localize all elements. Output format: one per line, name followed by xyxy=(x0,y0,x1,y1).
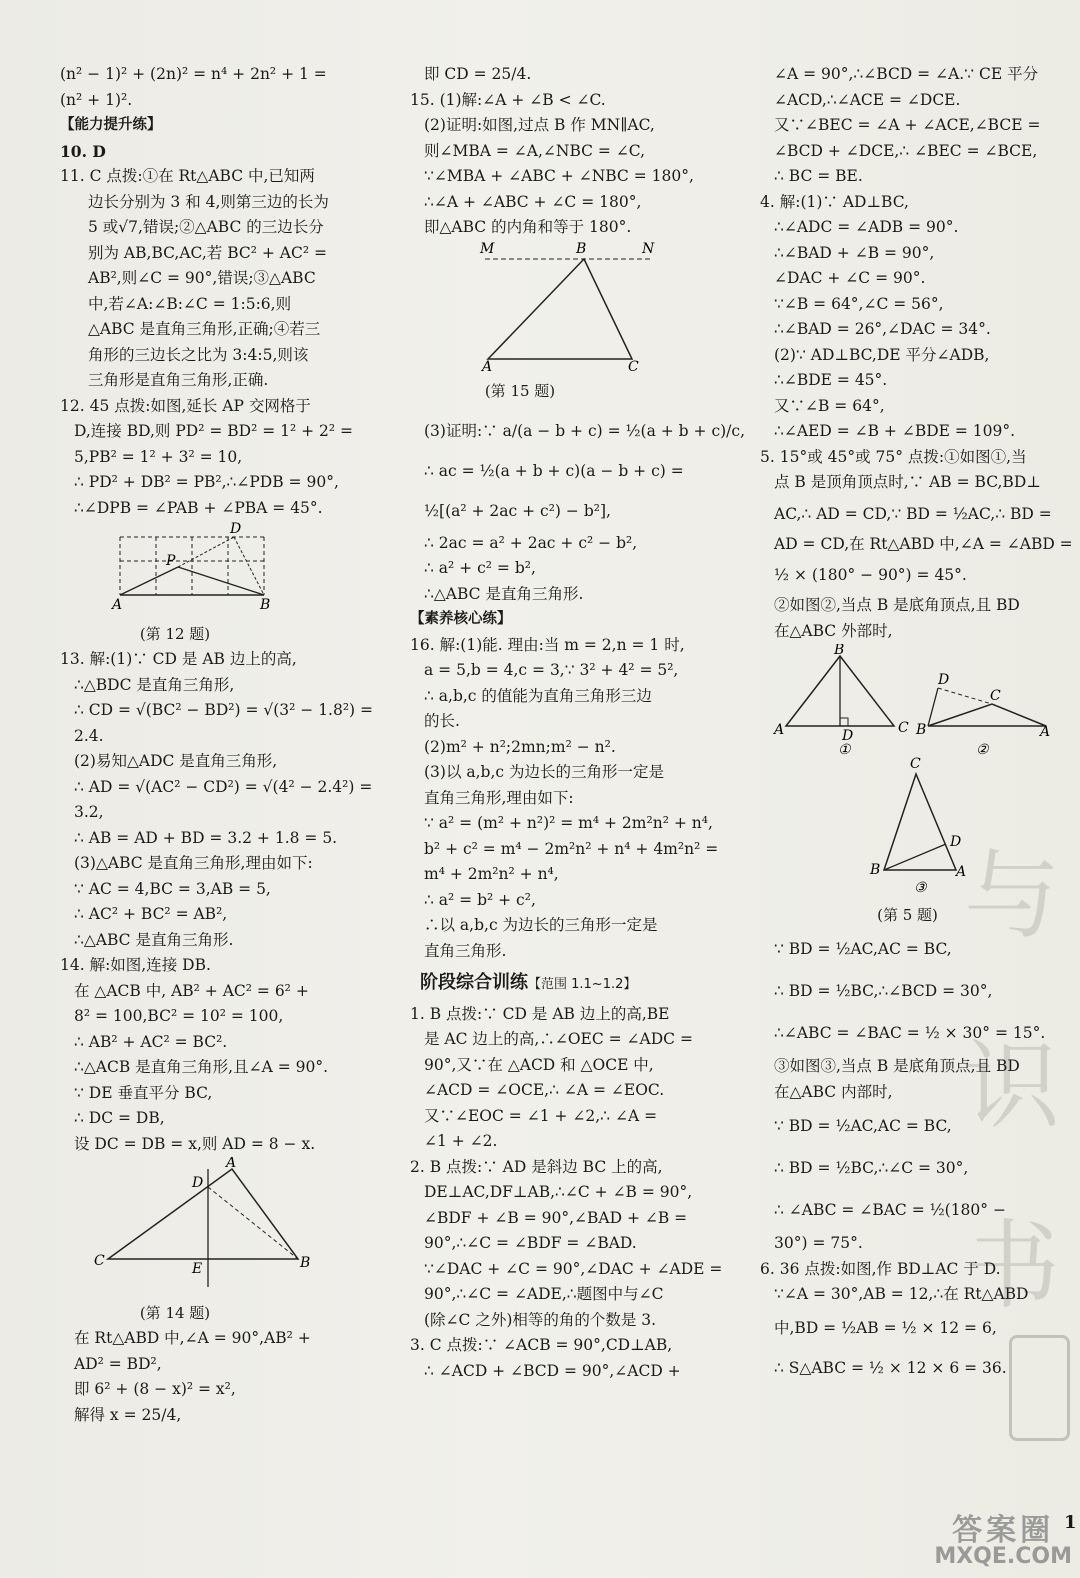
figure-14 xyxy=(80,1157,340,1292)
text-line: ∴ S△ABC = ½ × 12 × 6 = 36. xyxy=(774,1358,1007,1377)
text-line: (2)m² + n²;2mn;m² − n². xyxy=(424,737,616,756)
text-line: 90°,∴∠C = ∠BDF = ∠BAD. xyxy=(424,1234,637,1252)
answer-10: 10. D xyxy=(60,141,106,161)
text-line: ½[(a² + 2ac + c²) − b²], xyxy=(424,501,611,520)
text-line: ∵ BD = ½AC,AC = BC, xyxy=(774,940,952,958)
text-line: 8² = 100,BC² = 10² = 100, xyxy=(74,1007,284,1025)
text-line: ∴ ∠ABC = ∠BAC = ½(180° − xyxy=(774,1201,1006,1219)
text-line: ∴ 2ac = a² + 2ac + c² − b², xyxy=(424,533,638,552)
text-line: ∴ AC² + BC² = AB², xyxy=(74,905,228,923)
background-char: 与 xyxy=(964,840,1060,952)
text-line: △ABC 是直角三角形,正确;④若三 xyxy=(88,320,321,338)
text-line: 边长分别为 3 和 4,则第三边的长为 xyxy=(88,192,329,211)
figure-label: ② xyxy=(976,742,989,758)
svg-text:A: A xyxy=(482,358,493,371)
text-line: (2)易知△ADC 是直角三角形, xyxy=(74,752,278,770)
stage-answer-5 xyxy=(760,445,1073,645)
figure-15 xyxy=(420,241,680,371)
text-line: D,连接 BD,则 PD² = BD² = 1² + 2² = xyxy=(74,422,354,440)
text-line: 则∠MBA = ∠A,∠NBC = ∠C, xyxy=(424,141,646,160)
answer-12 xyxy=(60,394,354,522)
text-line: ∠ACD,∴∠ACE = ∠DCE. xyxy=(774,90,961,109)
text-line: ∴ CD = √(BC² − BD²) = √(3² − 1.8²) = xyxy=(74,701,374,719)
text-line: 90°,又∵在 △ACD 和 △OCE 中, xyxy=(424,1055,654,1074)
text-line: ③如图③,当点 B 是底角顶点,且 BD xyxy=(774,1057,1020,1075)
text-line: 6. 36 点拨:如图,作 BD⊥AC 于 D. xyxy=(760,1259,1001,1278)
figure-label: ③ xyxy=(914,880,927,894)
text-line: 中,BD = ½AB = ½ × 12 = 6, xyxy=(774,1318,997,1337)
text-line: 2.4. xyxy=(74,726,104,745)
text-line: (2)∵ AD⊥BC,DE 平分∠ADB, xyxy=(774,345,990,364)
text-line: ∵∠MBA + ∠ABC + ∠NBC = 180°, xyxy=(424,167,694,185)
text-line: ∴∠ADC = ∠ADB = 90°. xyxy=(774,218,959,236)
text-line: 14. 解:如图,连接 DB. xyxy=(60,956,211,974)
text-line: 的长. xyxy=(424,712,460,730)
answer-15-3 xyxy=(410,411,746,608)
text-line: ∵ AC = 4,BC = 3,AB = 5, xyxy=(74,879,271,898)
text-line: ∴∠BAD + ∠B = 90°, xyxy=(774,243,935,262)
stage-section-title xyxy=(420,970,700,998)
text-line: ∴∠DPB = ∠PAB + ∠PBA = 45°. xyxy=(74,498,323,517)
svg-text:A: A xyxy=(956,864,967,880)
svg-text:C: C xyxy=(990,688,1001,704)
text-line: 在△ABC 外部时, xyxy=(774,621,893,640)
svg-text:P: P xyxy=(166,553,176,569)
text-line: 别为 AB,BC,AC,若 BC² + AC² = xyxy=(88,243,327,262)
text-line: 角形的三边长之比为 3:4:5,则该 xyxy=(88,345,309,364)
svg-text:B: B xyxy=(870,862,881,878)
stage-range: 【范围 1.1~1.2】 xyxy=(528,977,637,992)
svg-text:C: C xyxy=(910,756,921,772)
text-line: ∴ DC = DB, xyxy=(74,1109,165,1127)
text-line: ②如图②,当点 B 是底角顶点,且 BD xyxy=(774,596,1020,614)
svg-text:E: E xyxy=(192,1261,203,1277)
text-line: 12. 45 点拨:如图,延长 AP 交网格于 xyxy=(60,396,311,415)
answer-14-cont xyxy=(60,1326,350,1428)
text-line: ∴△ABC 是直角三角形. xyxy=(424,584,584,603)
text-line: ∴ a² + c² = b², xyxy=(424,559,536,577)
text-line: ∵ BD = ½AC,AC = BC, xyxy=(774,1117,952,1135)
text-line: ∠DAC + ∠C = 90°. xyxy=(774,269,926,287)
column-1 xyxy=(60,62,374,1428)
figure-caption: (第 5 题) xyxy=(877,905,938,924)
answer-11 xyxy=(60,164,350,394)
svg-text:A: A xyxy=(226,1157,237,1171)
svg-text:B: B xyxy=(300,1255,311,1271)
text-line: ∴ a,b,c 的值能为直角三角形三边 xyxy=(424,686,652,705)
text-line: 16. 解:(1)能. 理由:当 m = 2,n = 1 时, xyxy=(410,635,685,654)
stage-title: 阶段综合训练 xyxy=(420,972,528,993)
text-line: AC,∴ AD = CD,∵ BD = ½AC,∴ BD = xyxy=(774,504,1052,523)
text-line: 30°) = 75°. xyxy=(774,1234,863,1252)
svg-text:A: A xyxy=(774,722,785,738)
text-line: 直角三角形,理由如下: xyxy=(424,788,574,807)
svg-text:C: C xyxy=(898,720,909,736)
text-line: ∵ DE 垂直平分 BC, xyxy=(74,1083,213,1102)
figure-12 xyxy=(110,521,290,613)
text-line: b² + c² = m⁴ − 2m²n² + n⁴ + 4m²n² = xyxy=(424,839,719,858)
text-line: 在 Rt△ABD 中,∠A = 90°,AB² + xyxy=(74,1329,311,1347)
page-number: 1 xyxy=(1064,1512,1077,1533)
column-2 xyxy=(410,62,746,1384)
text-line: 在 △ACB 中, AB² + AC² = 6² + xyxy=(74,981,309,1000)
text-line: ∴ BD = ½BC,∴∠C = 30°, xyxy=(774,1159,969,1177)
answer-16 xyxy=(410,633,719,965)
text-line: 又∵∠BEC = ∠A + ∠ACE,∠BCE = xyxy=(774,116,1041,134)
text-line: (除∠C 之外)相等的角的个数是 3. xyxy=(424,1310,657,1329)
text-line: DE⊥AC,DF⊥AB,∴∠C + ∠B = 90°, xyxy=(424,1183,693,1201)
text-line: 在△ABC 内部时, xyxy=(774,1082,893,1101)
figure-label: ① xyxy=(838,742,851,758)
text-line: ∴ BC = BE. xyxy=(774,167,863,185)
svg-text:D: D xyxy=(842,728,854,744)
stage-answer-3-cont xyxy=(760,62,1055,190)
watermark-logo xyxy=(934,1513,1072,1570)
text-line: ∠BCD + ∠DCE,∴ ∠BEC = ∠BCE, xyxy=(774,141,1038,160)
stage-answer-3 xyxy=(410,1333,700,1384)
svg-text:D: D xyxy=(230,521,242,537)
text-line: (n² − 1)² + (2n)² = n⁴ + 2n² + 1 = xyxy=(60,65,327,83)
text-line: ∴△ABC 是直角三角形. xyxy=(74,930,234,949)
text-line: ∠BDF + ∠B = 90°,∠BAD + ∠B = xyxy=(424,1208,688,1227)
text-line: 3. C 点拨:∵ ∠ACB = 90°,CD⊥AB, xyxy=(410,1336,673,1354)
text-line: 解得 x = 25/4, xyxy=(74,1405,182,1424)
text-line: ∴∠BAD = 26°,∠DAC = 34°. xyxy=(774,320,991,338)
text-line: 15. (1)解:∠A + ∠B < ∠C. xyxy=(410,90,606,109)
text-line: ∵∠A = 30°,AB = 12,∴在 Rt△ABD xyxy=(774,1285,1029,1303)
text-line: (3)证明:∵ a/(a − b + c) = ½(a + b + c)/c, xyxy=(424,421,746,440)
svg-text:A: A xyxy=(1040,724,1050,740)
text-line: 13. 解:(1)∵ CD 是 AB 边上的高, xyxy=(60,650,297,668)
text-line: (n² + 1)². xyxy=(60,90,133,109)
text-line: 设 DC = DB = x,则 AD = 8 − x. xyxy=(74,1134,316,1153)
text-line: 即 CD = 25/4. xyxy=(424,65,532,83)
text-line: 中,若∠A:∠B:∠C = 1:5:6,则 xyxy=(88,294,292,313)
watermark-url: MXQE.COM xyxy=(934,1544,1072,1569)
svg-text:B: B xyxy=(916,722,927,738)
text-line: 5. 15°或 45°或 75° 点拨:①如图①,当 xyxy=(760,447,1027,466)
text-line: 是 AC 边上的高,∴∠OEC = ∠ADC = xyxy=(424,1030,693,1048)
text-line: 90°,∴∠C = ∠ADE,∴题图中与∠C xyxy=(424,1285,664,1303)
text-line: 5,PB² = 1² + 3² = 10, xyxy=(74,447,243,466)
watermark-text: 答案圈 xyxy=(952,1513,1055,1548)
svg-text:B: B xyxy=(260,597,271,613)
figure-caption: (第 15 题) xyxy=(484,382,556,400)
section-heading: 【能力提升练】 xyxy=(60,117,162,133)
text-line: ∴△ACB 是直角三角形,且∠A = 90°. xyxy=(74,1058,329,1076)
text-line: ½ × (180° − 90°) = 45°. xyxy=(774,566,967,584)
text-line: ∴∠BDE = 45°. xyxy=(774,371,888,389)
svg-text:B: B xyxy=(576,240,587,257)
background-char: 识 xyxy=(964,1030,1060,1142)
text-line: 2. B 点拨:∵ AD 是斜边 BC 上的高, xyxy=(410,1157,663,1176)
stage-answer-1 xyxy=(410,1002,700,1155)
text-line: ∴ ac = ½(a + b + c)(a − b + c) = xyxy=(424,461,684,480)
text-line: 即 6² + (8 − x)² = x², xyxy=(74,1380,236,1398)
text-line: AD² = BD², xyxy=(74,1354,162,1373)
svg-text:D: D xyxy=(950,834,962,850)
text-line: ∴∠AED = ∠B + ∠BDE = 109°. xyxy=(774,422,1016,440)
svg-text:M: M xyxy=(480,240,495,257)
text-line: ∴ PD² + DB² = PB²,∴∠PDB = 90°, xyxy=(74,473,339,491)
text-line: ∴以 a,b,c 为边长的三角形一定是 xyxy=(424,916,658,934)
text-line: (3)△ABC 是直角三角形,理由如下: xyxy=(74,854,313,872)
text-line: ∴∠A + ∠ABC + ∠C = 180°, xyxy=(424,192,642,211)
text-line: AB²,则∠C = 90°,错误;③△ABC xyxy=(88,269,316,287)
figure-caption: (第 14 题) xyxy=(139,1303,211,1322)
text-line: 1. B 点拨:∵ CD 是 AB 边上的高,BE xyxy=(410,1004,670,1023)
text-line: ∴ AB² + AC² = BC². xyxy=(74,1032,228,1051)
text-line: m⁴ + 2m²n² + n⁴, xyxy=(424,865,559,883)
text-line: (2)证明:如图,过点 B 作 MN∥AC, xyxy=(424,116,655,134)
svg-text:A: A xyxy=(112,597,123,613)
text-line: 又∵∠EOC = ∠1 + ∠2,∴ ∠A = xyxy=(424,1106,658,1125)
figure-5 xyxy=(760,644,1050,894)
text-line: ∠1 + ∠2. xyxy=(424,1132,498,1150)
text-line: 又∵∠B = 64°, xyxy=(774,396,885,415)
text-line: 11. C 点拨:①在 Rt△ABC 中,已知两 xyxy=(60,167,315,185)
text-line: ∴ AB = AD + BD = 3.2 + 1.8 = 5. xyxy=(74,828,338,847)
answer-13 xyxy=(60,647,374,953)
text-line: AD = CD,在 Rt△ABD 中,∠A = ∠ABD = xyxy=(774,534,1073,553)
text-line: 4. 解:(1)∵ AD⊥BC, xyxy=(760,192,909,211)
column-3 xyxy=(760,62,1073,1388)
stage-answer-2 xyxy=(410,1155,723,1334)
text-line: (3)以 a,b,c 为边长的三角形一定是 xyxy=(424,763,665,781)
text-line: ∠ACD = ∠OCE,∴ ∠A = ∠EOC. xyxy=(424,1081,665,1099)
text-line: 三角形是直角三角形,正确. xyxy=(88,371,269,389)
text-line: ∴△BDC 是直角三角形, xyxy=(74,675,235,694)
text-line: 点 B 是顶角顶点时,∵ AB = BC,BD⊥ xyxy=(774,473,1041,491)
text-line: 5 或√7,错误;②△ABC 的三边长分 xyxy=(88,218,324,236)
stage-answer-5-cont xyxy=(760,928,1055,1257)
text-line: ∴ AD = √(AC² − CD²) = √(4² − 2.4²) = xyxy=(74,777,373,796)
text-line: ∵∠DAC + ∠C = 90°,∠DAC + ∠ADE = xyxy=(424,1259,723,1278)
figure-caption: (第 12 题) xyxy=(139,624,211,643)
text-line: 即△ABC 的内角和等于 180°. xyxy=(424,218,632,236)
text-line: ∵ a² = (m² + n²)² = m⁴ + 2m²n² + n⁴, xyxy=(424,814,713,832)
stage-answer-6 xyxy=(760,1257,1055,1388)
text-line: ∴ BD = ½BC,∴∠BCD = 30°, xyxy=(774,982,993,1000)
answer-15 xyxy=(410,88,700,241)
svg-text:B: B xyxy=(834,644,845,658)
svg-text:D: D xyxy=(192,1175,204,1191)
svg-text:C: C xyxy=(94,1253,105,1269)
svg-text:D: D xyxy=(938,672,950,688)
text-line: 3.2, xyxy=(74,803,104,821)
section-heading: 【素养核心练】 xyxy=(410,611,512,627)
text-line: ∠A = 90°,∴∠BCD = ∠A.∵ CE 平分 xyxy=(774,65,1039,83)
text-line: ∴ a² = b² + c², xyxy=(424,890,536,909)
text-line: ∴ ∠ACD + ∠BCD = 90°,∠ACD + xyxy=(424,1361,681,1380)
text-line: ∴∠ABC = ∠BAC = ½ × 30° = 15°. xyxy=(774,1024,1046,1042)
background-char: 书 xyxy=(964,1210,1060,1322)
text-line: 直角三角形. xyxy=(424,941,507,960)
stage-answer-4 xyxy=(760,190,1055,445)
svg-text:N: N xyxy=(642,240,655,257)
text-line: a = 5,b = 4,c = 3,∵ 3² + 4² = 5², xyxy=(424,661,679,679)
answer-14 xyxy=(60,953,350,1157)
svg-text:C: C xyxy=(628,358,639,371)
text-line: ∵∠B = 64°,∠C = 56°, xyxy=(774,294,944,313)
